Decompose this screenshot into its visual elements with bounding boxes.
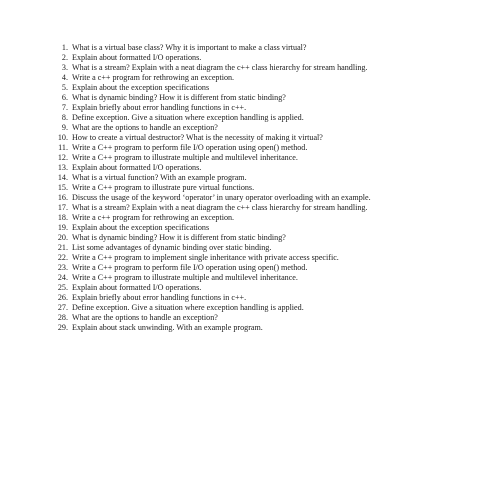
question-text: Write a C++ program to illustrate multiple and multilevel inheritance. xyxy=(72,153,298,163)
question-number: 17. xyxy=(57,203,68,213)
question-text: Explain about formatted I/O operations. xyxy=(72,53,202,63)
question-number: 3. xyxy=(61,63,68,73)
question-number: 18. xyxy=(57,213,68,223)
question-text: How to create a virtual destructor? What is the necessity of making it virtual? xyxy=(72,133,323,143)
question-text: What is a virtual base class? Why it is important to make a class virtual? xyxy=(72,43,307,52)
question-item xyxy=(52,263,472,273)
question-text: Explain about formatted I/O operations. xyxy=(72,283,202,293)
question-text: What is a stream? Explain with a neat diagram the c++ class hierarchy for stream handling. xyxy=(72,63,368,73)
question-text: What are the options to handle an exception? xyxy=(72,313,218,323)
question-number: 26. xyxy=(57,293,68,303)
question-text: Explain about stack unwinding. With an example program. xyxy=(72,323,263,333)
question-item xyxy=(52,63,472,73)
question-item xyxy=(52,293,472,303)
question-text: List some advantages of dynamic binding over static binding. xyxy=(72,243,272,253)
question-item xyxy=(52,123,472,133)
question-number: 21. xyxy=(57,243,68,253)
question-item xyxy=(52,303,472,313)
question-text: Explain about the exception specifications xyxy=(72,83,210,93)
question-text: Write a c++ program for rethrowing an exception. xyxy=(72,213,235,223)
question-text: Write a C++ program to illustrate pure virtual functions. xyxy=(72,183,255,193)
question-number: 9. xyxy=(61,123,68,133)
question-number: 6. xyxy=(61,93,68,103)
question-text: Write a C++ program to perform file I/O operation using open() method. xyxy=(72,263,308,273)
question-number: 16. xyxy=(57,193,68,203)
question-text: What are the options to handle an exception? xyxy=(72,123,218,133)
question-item xyxy=(52,283,472,293)
question-item xyxy=(52,233,472,243)
question-number: 22. xyxy=(57,253,68,263)
question-number: 11. xyxy=(58,143,68,153)
question-item xyxy=(52,163,472,173)
question-number: 5. xyxy=(61,83,68,93)
question-text: Define exception. Give a situation where exception handling is applied. xyxy=(72,113,304,123)
question-item xyxy=(52,243,472,253)
question-item xyxy=(52,53,472,63)
question-list xyxy=(52,43,472,333)
question-number: 12. xyxy=(57,153,68,163)
question-text: Discuss the usage of the keyword ‘operator’ in unary operator overloading with an example. xyxy=(72,193,371,203)
question-number: 13. xyxy=(57,163,68,173)
question-text: What is a virtual function? With an example program. xyxy=(72,173,247,183)
question-item xyxy=(52,103,472,113)
question-text: Write a C++ program to implement single inheritance with private access specific. xyxy=(72,253,339,263)
question-text: Explain briefly about error handling functions in c++. xyxy=(72,103,247,113)
question-number: 20. xyxy=(57,233,68,243)
question-number: 27. xyxy=(57,303,68,313)
question-number: 23. xyxy=(57,263,68,273)
question-text: Explain about formatted I/O operations. xyxy=(72,163,202,173)
question-item xyxy=(52,143,472,153)
question-text: Write a C++ program to illustrate multiple and multilevel inheritance. xyxy=(72,273,298,283)
question-item xyxy=(52,153,472,163)
question-number: 24. xyxy=(57,273,68,283)
question-item xyxy=(52,203,472,213)
question-text: What is dynamic binding? How it is different from static binding? xyxy=(72,233,286,243)
question-item xyxy=(52,83,472,93)
question-number: 28. xyxy=(57,313,68,323)
question-number: 4. xyxy=(61,73,68,83)
question-item xyxy=(52,313,472,323)
question-item xyxy=(52,223,472,233)
question-item xyxy=(52,173,472,183)
question-number: 8. xyxy=(61,113,68,123)
question-number: 29. xyxy=(57,323,68,333)
question-item xyxy=(52,183,472,193)
question-item xyxy=(52,253,472,263)
question-text: Explain about the exception specifications xyxy=(72,223,210,233)
question-text: Explain briefly about error handling functions in c++. xyxy=(72,293,247,303)
question-number: 25. xyxy=(57,283,68,293)
question-number: 2. xyxy=(61,53,68,63)
question-number: 7. xyxy=(61,103,68,113)
question-item xyxy=(52,113,472,123)
question-text: What is dynamic binding? How it is different from static binding? xyxy=(72,93,286,103)
question-item xyxy=(52,193,472,203)
question-item xyxy=(52,93,472,103)
question-item xyxy=(52,213,472,223)
question-number: 15. xyxy=(57,183,68,193)
question-item xyxy=(52,273,472,283)
question-number: 1. xyxy=(61,43,68,52)
question-number: 19. xyxy=(57,223,68,233)
question-item xyxy=(52,323,472,333)
question-item xyxy=(52,133,472,143)
question-item xyxy=(52,43,472,53)
question-item xyxy=(52,73,472,83)
question-number: 14. xyxy=(57,173,68,183)
question-text: Write a c++ program for rethrowing an exception. xyxy=(72,73,235,83)
question-text: What is a stream? Explain with a neat diagram the c++ class hierarchy for stream handling. xyxy=(72,203,368,213)
question-text: Define exception. Give a situation where exception handling is applied. xyxy=(72,303,304,313)
question-text: Write a C++ program to perform file I/O operation using open() method. xyxy=(72,143,308,153)
question-number: 10. xyxy=(57,133,68,143)
